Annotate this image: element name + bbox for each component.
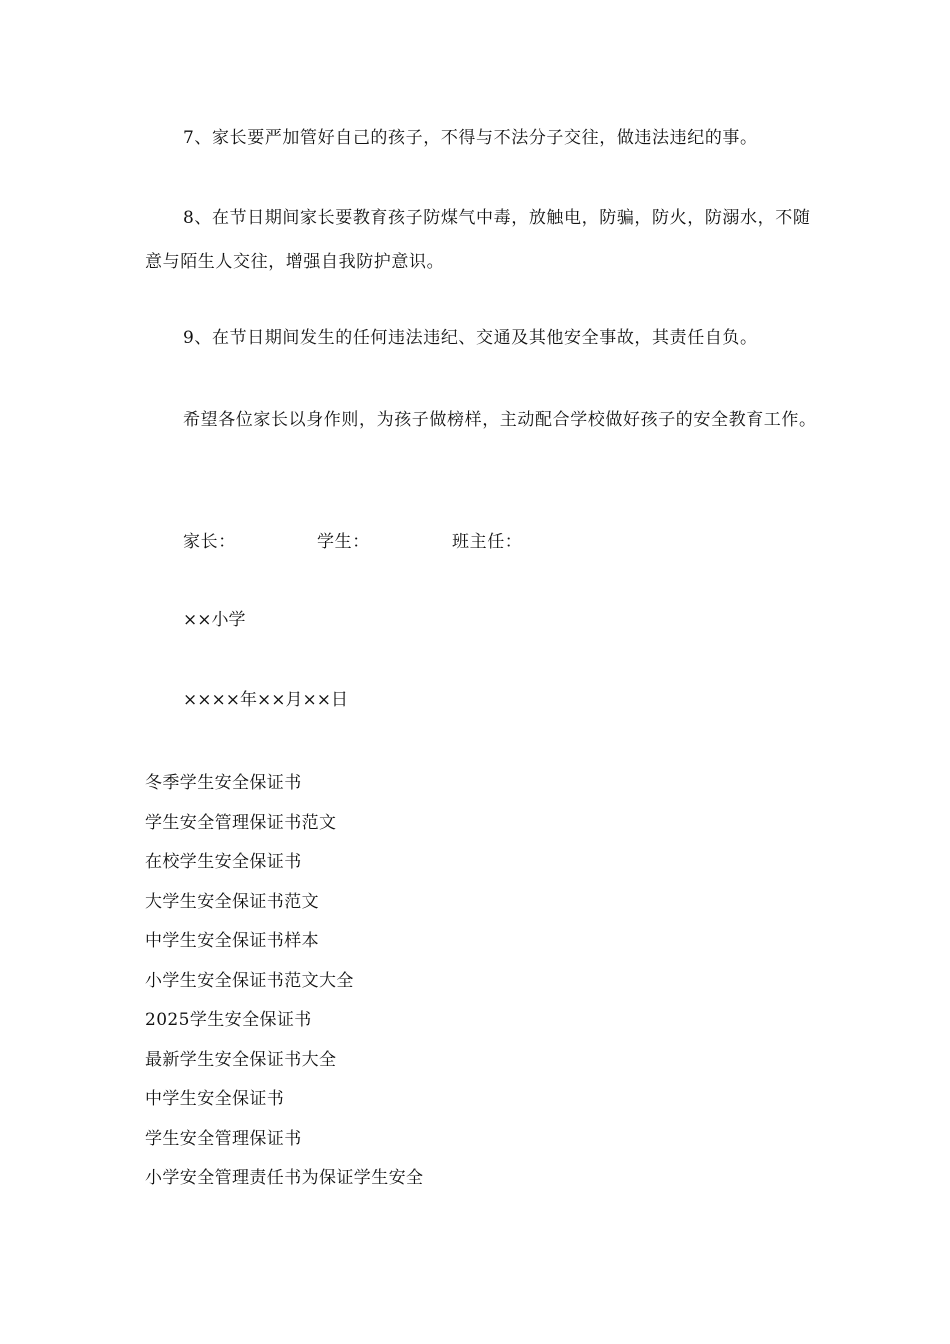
related-links-list xyxy=(145,764,423,1199)
signature-teacher-label: 班主任： xyxy=(452,532,523,552)
paragraph-text: 8、在节日期间家长要教育孩子防煤气中毒，放触电，防骗，防火，防溺水，不随意与陌生人交往，增强自我防护意识。 xyxy=(145,208,811,272)
related-link[interactable]: 中学生安全保证书样本 xyxy=(145,931,319,951)
paragraph-item-7 xyxy=(145,116,825,160)
related-link[interactable]: 冬季学生安全保证书 xyxy=(145,773,302,793)
signature-row xyxy=(183,520,522,564)
paragraph-text: 希望各位家长以身作则，为孩子做榜样，主动配合学校做好孩子的安全教育工作。 xyxy=(183,410,817,430)
paragraph-item-9 xyxy=(145,316,825,360)
school-name: ××小学 xyxy=(183,610,246,630)
paragraph-closing xyxy=(145,398,825,442)
related-link[interactable]: 小学生安全保证书范文大全 xyxy=(145,970,354,991)
related-link[interactable]: 学生安全管理保证书 xyxy=(145,1128,302,1149)
related-link[interactable]: 在校学生安全保证书 xyxy=(145,852,302,872)
related-link[interactable]: 最新学生安全保证书大全 xyxy=(145,1049,337,1070)
document-date: ××××年××月××日 xyxy=(183,690,348,710)
related-link[interactable]: 学生安全管理保证书范文 xyxy=(145,812,337,833)
related-link[interactable]: 小学安全管理责任书为保证学生安全 xyxy=(145,1168,424,1188)
paragraph-text: 7、家长要严加管好自己的孩子，不得与不法分子交往，做违法违纪的事。 xyxy=(183,128,758,148)
signature-student-label: 学生： xyxy=(317,532,370,552)
paragraph-item-8 xyxy=(145,196,825,284)
related-link[interactable]: 2025学生安全保证书 xyxy=(145,1010,312,1030)
related-link[interactable]: 中学生安全保证书 xyxy=(145,1089,285,1109)
signature-parent-label: 家长： xyxy=(183,532,236,552)
paragraph-text: 9、在节日期间发生的任何违法违纪、交通及其他安全事故，其责任自负。 xyxy=(183,328,758,348)
related-link[interactable]: 大学生安全保证书范文 xyxy=(145,891,319,912)
